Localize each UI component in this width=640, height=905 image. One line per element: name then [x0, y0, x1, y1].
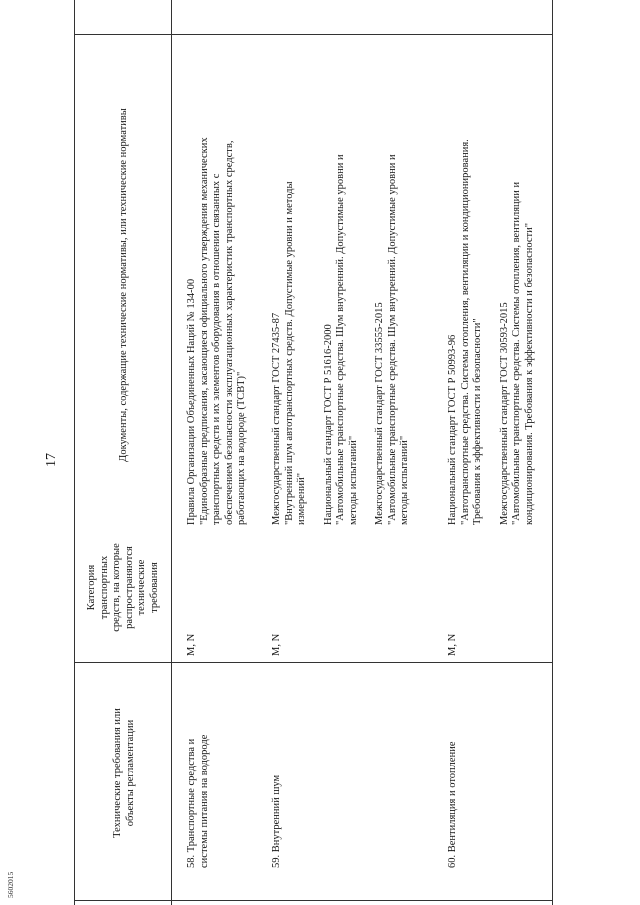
- table-border-right: [552, 0, 553, 905]
- document-entry: Межгосударственный стандарт ГОСТ 30593-2015 "Автомобильные транспортные средства. Системы отопления, вентиляции и кондиционирования. Требования к эффективности и безопасности": [498, 181, 535, 525]
- document-entry: Национальный стандарт ГОСТ Р 51616-2000 "Автомобильные транспортные средства. Шум внутренний. Допустимые уровни и методы испытаний": [322, 154, 359, 525]
- document-entry: Межгосударственный стандарт ГОСТ 27435-87 "Внутренний шум автотранспортных средств. Допустимые уровни и методы измерений": [271, 181, 307, 525]
- document-entry: Национальный стандарт ГОСТ Р 50993-96 "Автотранспортные средства. Системы отопления, вентиляции и кондиционирования. Требования к эффективности и безопасности": [447, 139, 483, 525]
- document-entry: Правила Организации Объединенных Наций № 134-00 "Единообразные предписания, касающиеся официального утверждения механических транспортных средств и их элементов оборудования в отношении связанных с обеспечением безопасности эксплуатационных характеристик транспортных средств, работающих на водороде (ТСВТ)": [186, 137, 247, 525]
- document-page: 17 5602015 Технические требования или объекты регламентации Категория транспортных средств, на которые распространяются технические требования Документы, содержащие технические нормативы, или технические нормативы 58. Транспортные средства и системы питания на водороде M, N Правила Организации Объединенных Наций № 134-00 "Единообразные предписания, касающиеся официального утверждения механических транспортных средств и их элементов оборудования в отношении связанных с обеспечением безопасности эксплуатационных характеристик транспортных средств, работающих на водороде (ТСВТ)" 59. Внутренний шум M, N Межгосударственный стандарт ГОСТ 27435-87 "Внутренний шум автотранспортных средств. Допустимые уровни и методы измерений" Национальный стандарт ГОСТ Р 51616-2000 "Автомобильные транспортные средства. Шум внутренний. Допустимые уровни и методы испытаний" Межгосударственный стандарт ГОСТ 33555-2015 "Автомобильные транспортные средства. Шум внутренний. Допустимые уровни и методы испытаний" 60. Вентиляция и отопление M, N Национальный стандарт ГОСТ Р 50993-96 "Автотранспортные средства. Системы отопления, вентиляции и кондиционирования. Требования к эффективности и безопасности" Межгосударственный стандарт ГОСТ 30593-2015 "Автомобильные транспортные средства. Системы отопления, вентиляции и кондиционирования. Требования к эффективности и безопасности": [0, 0, 640, 905]
- table-header-divider: [171, 0, 172, 905]
- document-entry: Межгосударственный стандарт ГОСТ 33555-2015 "Автомобильные транспортные средства. Шум внутренний. Допустимые уровни и методы испытаний": [374, 154, 410, 525]
- table-border-top: [74, 34, 552, 35]
- table-border-left: [74, 0, 75, 905]
- table-border-bottom: [74, 900, 552, 901]
- column-divider-category: [74, 662, 552, 663]
